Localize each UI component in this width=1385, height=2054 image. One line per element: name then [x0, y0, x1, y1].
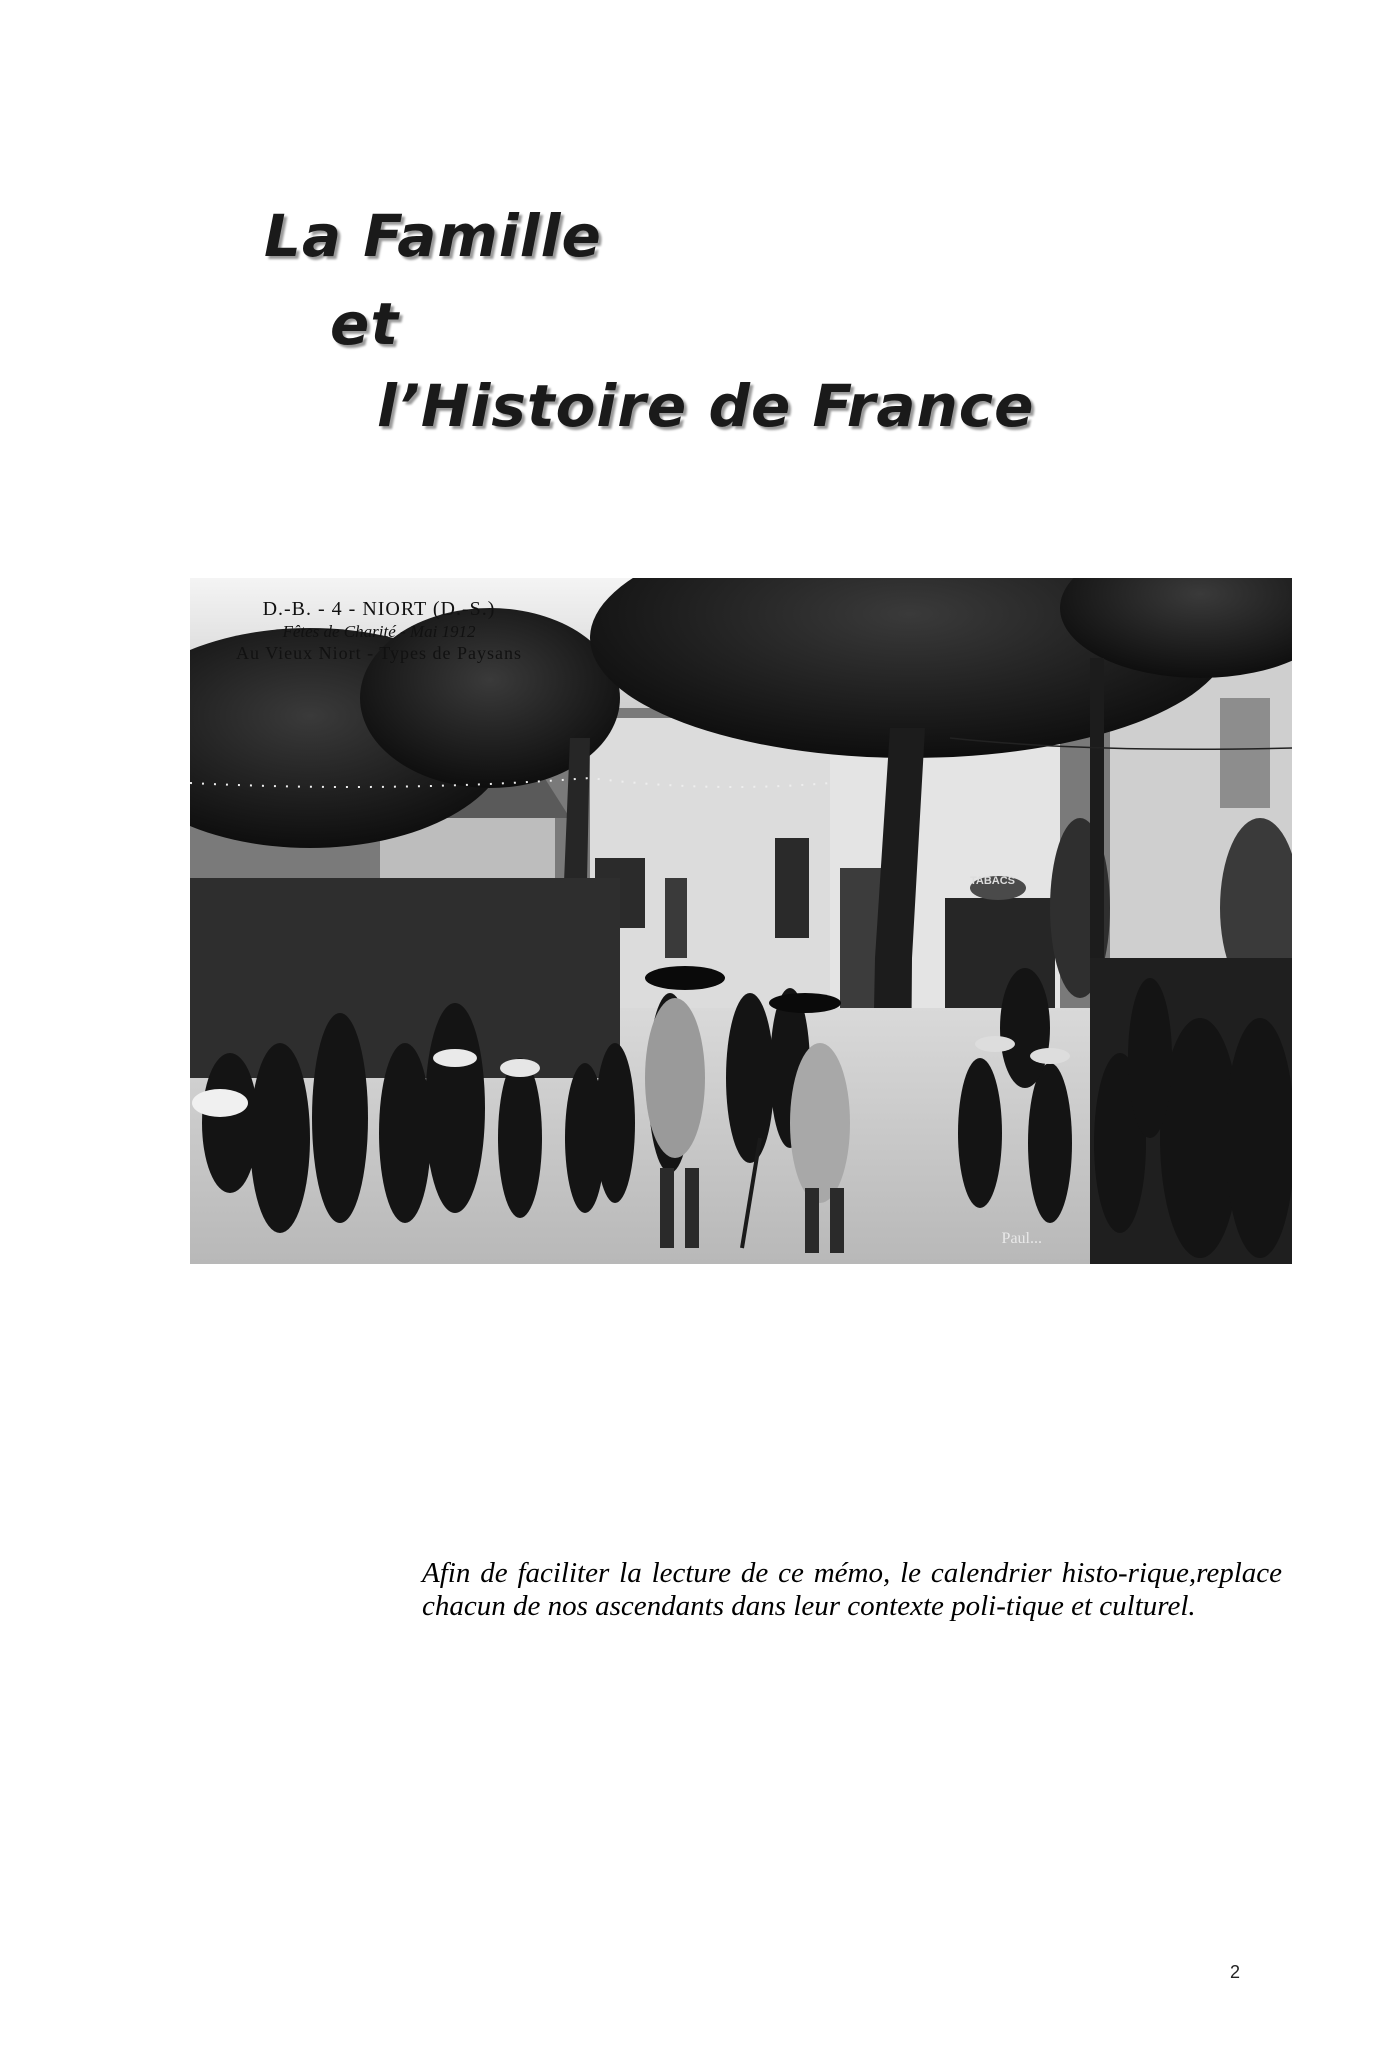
title-line-2: et	[330, 290, 400, 358]
shop-sign: TABACS	[970, 875, 1016, 887]
publisher-mark: Paul...	[1001, 1230, 1042, 1247]
title-line-3: l’Histoire de France	[377, 372, 1035, 440]
page-number: 2	[1230, 1962, 1241, 1982]
postcard-caption-line-3: Au Vieux Niort - Types de Paysans	[236, 643, 522, 663]
postcard-photo-illustration	[190, 578, 1292, 1264]
postcard-caption-line-1: D.-B. - 4 - NIORT (D.-S.)	[262, 598, 496, 620]
postcard-caption-line-2: Fêtes de Charité - Mai 1912	[282, 622, 476, 641]
postcard-caption	[194, 598, 564, 664]
title-line-1: La Famille	[264, 202, 602, 270]
postcard-photo	[190, 578, 1292, 1264]
intro-paragraph: Afin de faciliter la lecture de ce mémo, le calendrier histo-rique,replace chacun de nos ascendants dans leur contexte poli-tique et culturel.	[422, 1557, 1282, 1622]
